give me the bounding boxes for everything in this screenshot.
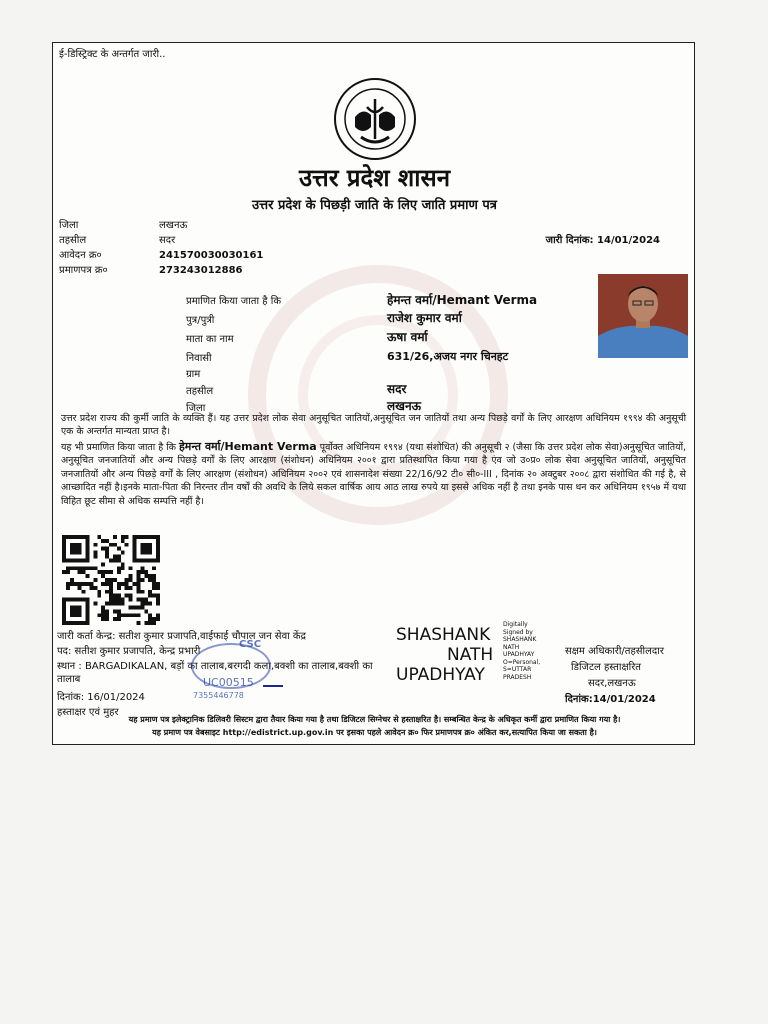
up-state-emblem-icon — [333, 77, 417, 161]
issuer-date: दिनांक: 16/01/2024 — [57, 692, 145, 703]
signer-name-1: SHASHANK — [396, 625, 491, 645]
digisig-line-4: NATH — [503, 643, 520, 651]
detail-label-son-of: पुत्र/पुत्री — [186, 315, 215, 326]
income-paragraph-name: हेमन्त वर्मा/Hemant Verma — [178, 440, 317, 453]
detail-label-certified: प्रमाणित किया जाता है कि — [186, 296, 282, 307]
applicant-photo — [598, 274, 688, 358]
detail-value-district: लखनऊ — [387, 399, 422, 413]
detail-value-tehsil: सदर — [387, 382, 407, 396]
stamp-top: CSC — [239, 639, 262, 650]
page-title: उत्तर प्रदेश शासन — [298, 164, 451, 192]
digisig-line-8: PRADESH — [503, 673, 532, 681]
detail-value-mother: ऊषा वर्मा — [387, 330, 428, 344]
meta-label-tehsil: तहसील — [59, 235, 87, 246]
detail-value-address: 631/26,अजय नगर चिनहट — [387, 350, 509, 363]
officer-date: दिनांक:14/01/2024 — [565, 694, 656, 705]
meta-label-application-no: आवेदन क्र० — [59, 250, 102, 261]
income-paragraph-lead: यह भी प्रमाणित किया जाता है कि — [61, 442, 179, 453]
qr-code-icon — [61, 535, 161, 625]
meta-value-certificate-no: 273243012886 — [159, 265, 243, 276]
digisig-line-5: UPADHYAY — [503, 651, 535, 658]
stamp-id: UC00515 — [203, 676, 254, 689]
digisig-line-2: Signed by — [503, 628, 533, 636]
caste-paragraph: उत्तर प्रदेश राज्य की कुर्मी जाति के व्यक्ति हैं। यह उत्तर प्रदेश लोक सेवा अनुसूचित जातियों,अनुसूचित जन जातियों तथा अन्य पिछड़े वर्गों के लिए आरक्षण अधिनियम १९९४ की अनुसूची एक के अन्तर्गत मान्यता प्राप्त है। — [61, 413, 686, 438]
meta-value-district: लखनऊ — [159, 220, 188, 231]
page-subtitle: उत्तर प्रदेश के पिछड़ी जाति के लिए जाति प्रमाण पत्र — [252, 198, 497, 213]
officer-digital: डिजिटल हस्ताक्षरित — [571, 662, 641, 673]
officer-office: सदर,लखनऊ — [588, 678, 636, 689]
issuer-place: स्थान : BARGADIKALAN, बड़ों का तालाब,बरगदी कला,बक्शी का तालाब,बक्शी का तालाब — [57, 661, 373, 685]
digisig-line-3: SHASHANK — [503, 636, 537, 643]
detail-label-district: जिला — [186, 403, 206, 414]
digital-signature-details — [503, 621, 540, 681]
header-note: ई-डिस्ट्रिक्ट के अन्तर्गत जारी.. — [59, 49, 166, 60]
signer-name-3: UPADHYAY — [396, 665, 485, 685]
detail-label-tehsil: तहसील — [186, 386, 214, 397]
footer-line-1: यह प्रमाण पत्र इलेक्ट्रानिक डिलिवरी सिस्टम द्वारा तैयार किया गया है तथा डिजिटल सिग्नेचर से हस्ताक्षरित है। सम्बन्धित केन्द्र के अधिकृत कर्मी द्वारा प्रमाणित किया गया है। — [128, 715, 621, 724]
detail-label-village: ग्राम — [186, 369, 201, 380]
officer-title: सक्षम अधिकारी/तहसीलदार — [565, 646, 664, 657]
issuer-centre: जारी कर्ता केन्द्र: सतीश कुमार प्रजापति,वाईफाई चौपाल जन सेवा केंद्र — [57, 631, 306, 642]
digisig-line-7: S=UTTAR — [503, 666, 532, 673]
certificate-document — [52, 42, 695, 745]
footer-line-2: यह प्रमाण पत्र वेबसाइट http://edistrict.up.gov.in पर इसका पहले आवेदन क्र० फिर प्रमाणपत्र क्र० अंकित कर,सत्यापित किया जा सकता है। — [152, 728, 597, 737]
signer-name-2: NATH — [447, 645, 494, 665]
detail-label-mother: माता का नाम — [186, 334, 234, 345]
pen-stroke — [263, 685, 283, 687]
meta-label-district: जिला — [59, 220, 79, 231]
income-paragraph — [61, 440, 686, 508]
digisig-line-6: O=Personal, — [503, 658, 541, 666]
meta-value-application-no: 241570030030161 — [159, 250, 264, 261]
issuer-post: पद: सतीश कुमार प्रजापति, केन्द्र प्रभारी — [57, 646, 201, 657]
detail-value-name: हेमन्त वर्मा/Hemant Verma — [387, 293, 538, 307]
stamp-phone: 7355446778 — [193, 691, 244, 700]
issuer-sign-label: हस्ताक्षर एवं मुहर — [57, 707, 119, 718]
issue-date: जारी दिनांक: 14/01/2024 — [545, 235, 660, 246]
meta-label-certificate-no: प्रमाणपत्र क्र० — [59, 265, 108, 276]
digisig-line-1: Digitally — [503, 621, 528, 628]
detail-value-father: राजेश कुमार वर्मा — [387, 311, 462, 325]
meta-value-tehsil: सदर — [159, 235, 176, 246]
income-paragraph-body: पूर्वोक्त अधिनियम १९९४ (यथा संशोधित) की अनुसूची २ (जैसा कि उत्तर प्रदेश लोक सेवा)अनुसूचित जातियों, अनुसूचित जनजातियों और अन्य पिछड़े वर्गों के लिए आरक्षण (संशोधन) अधिनियम २००१ द्वारा प्रतिस्थापित किया गया है एंव जो उ०प्र० लोक सेवा अनुसूचित जातियों, अनुसूचित जनजातियों और अन्य पिछड़े वर्गों के लिए आरक्षण (संशोधन) अधिनियम २००२ एवं शासनादेश संख्या 22/16/92 टी० सी०-III , दिनांक २० अक्टुबर २००८ द्वारा संशोधित की गई है, से आच्छादित नहीं है।इनके माता-पिता की निरन्तर तीन वर्षों की अवधि के लिये सकल वार्षिक आय आठ लाख रुपये या इससे अधिक नहीं है तथा इनके पास धन कर अधिनियम १९५७ में यथा विहित छूट सीमा से अधिक सम्पत्ति नहीं है। — [61, 442, 686, 507]
detail-label-resident: निवासी — [186, 353, 212, 364]
